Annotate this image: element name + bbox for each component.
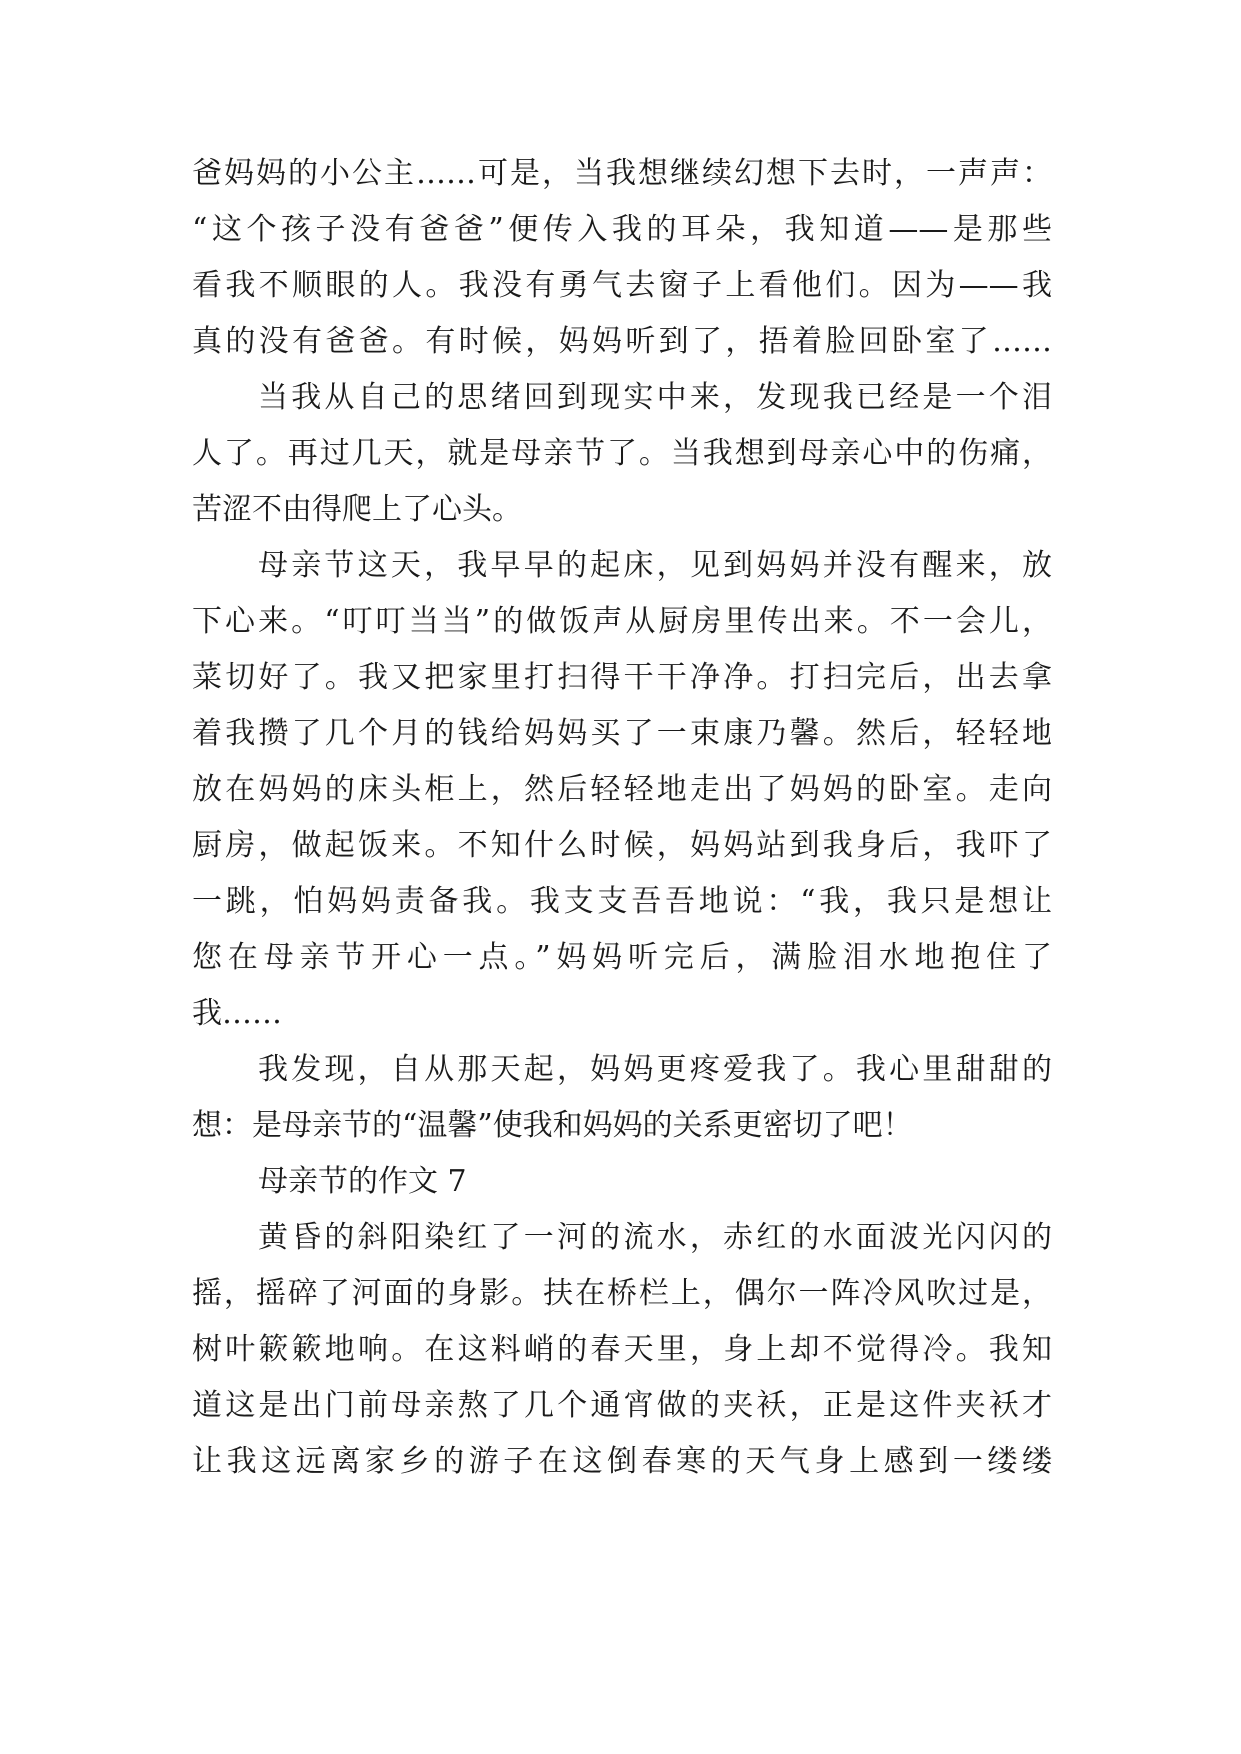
text-line: 放在妈妈的床头柜上，然后轻轻地走出了妈妈的卧室。走向: [192, 772, 1052, 807]
text-line: 母亲节这天，我早早的起床，见到妈妈并没有醒来，放: [258, 548, 1052, 583]
text-line: 当我从自己的思绪回到现实中来，发现我已经是一个泪: [258, 380, 1052, 415]
text-line: 爸妈妈的小公主……可是，当我想继续幻想下去时，一声声：: [192, 156, 1052, 191]
text-line: 人了。再过几天，就是母亲节了。当我想到母亲心中的伤痛，: [192, 436, 1052, 471]
text-line: 苦涩不由得爬上了心头。: [192, 492, 522, 527]
text-line: 树叶簌簌地响。在这料峭的春天里，身上却不觉得冷。我知: [192, 1332, 1052, 1367]
text-line: 黄昏的斜阳染红了一河的流水，赤红的水面波光闪闪的: [258, 1220, 1052, 1255]
text-line: 您在母亲节开心一点。”妈妈听完后，满脸泪水地抱住了: [192, 940, 1052, 975]
text-line: 看我不顺眼的人。我没有勇气去窗子上看他们。因为——我: [192, 268, 1052, 303]
text-line: 我发现，自从那天起，妈妈更疼爱我了。我心里甜甜的: [258, 1052, 1052, 1087]
text-line: 厨房，做起饭来。不知什么时候，妈妈站到我身后，我吓了: [192, 828, 1052, 863]
text-line: 菜切好了。我又把家里打扫得干干净净。打扫完后，出去拿: [192, 660, 1052, 695]
text-line: 一跳，怕妈妈责备我。我支支吾吾地说：“我，我只是想让: [192, 884, 1052, 919]
section-heading: 母亲节的作文 7: [258, 1164, 467, 1199]
text-line: 我……: [192, 996, 282, 1031]
text-line: 下心来。“叮叮当当”的做饭声从厨房里传出来。不一会儿，: [192, 604, 1052, 639]
text-line: 让我这远离家乡的游子在这倒春寒的天气身上感到一缕缕: [192, 1444, 1052, 1479]
text-line: 摇，摇碎了河面的身影。扶在桥栏上，偶尔一阵冷风吹过是，: [192, 1276, 1052, 1311]
text-line: 道这是出门前母亲熬了几个通宵做的夹袄，正是这件夹袄才: [192, 1388, 1052, 1423]
text-line: 着我攒了几个月的钱给妈妈买了一束康乃馨。然后，轻轻地: [192, 716, 1052, 751]
text-line: “这个孩子没有爸爸”便传入我的耳朵，我知道——是那些: [192, 212, 1052, 247]
text-line: 想：是母亲节的“温馨”使我和妈妈的关系更密切了吧！: [192, 1108, 913, 1143]
text-line: 真的没有爸爸。有时候，妈妈听到了，捂着脸回卧室了……: [192, 324, 1052, 359]
